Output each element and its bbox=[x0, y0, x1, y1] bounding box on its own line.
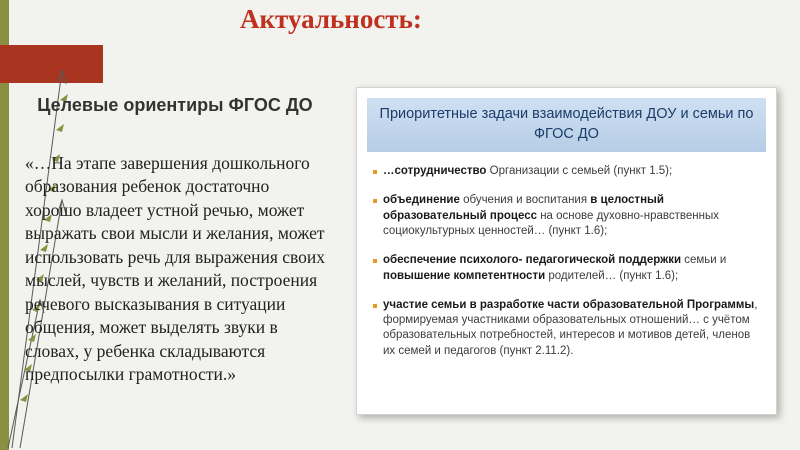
item-text: обучения и воспитания bbox=[459, 194, 591, 207]
item-text: родителей… (пункт 1.6); bbox=[545, 269, 679, 282]
bullet-icon bbox=[373, 259, 377, 263]
quote-text: «…На этапе завершения дошкольного образования ребенок достаточно хорошо владеет устной речью, может выражать свои мысли и желания, может использовать речь для выражения своих мыслей, чувств и желаний, построения речевого высказывания в ситуации общения, может выделять звуки в словах, у ребенка складываются предпосылки грамотности.» bbox=[25, 153, 326, 384]
priority-list bbox=[373, 164, 758, 359]
item-text: , формируемая участниками образовательных отношений… с учётом образовательных потребностей, интересов и мотивов детей, членов их семей и педагогов (пункт 2.11.2). bbox=[383, 298, 758, 357]
item-text: семьи и bbox=[681, 254, 727, 267]
item-bold: …сотрудничество bbox=[383, 165, 487, 178]
item-bold: в целостный образовательный процесс bbox=[383, 194, 664, 222]
subtitle: Целевые ориентиры ФГОС ДО bbox=[37, 95, 313, 115]
panel-header: Приоритетные задачи взаимодействия ДОУ и семьи по ФГОС ДО bbox=[367, 98, 766, 152]
bullet-icon bbox=[373, 304, 377, 308]
item-text: Организации с семьей (пункт 1.5); bbox=[486, 165, 673, 178]
bullet-icon bbox=[373, 199, 377, 203]
list-item bbox=[373, 253, 758, 284]
list-item bbox=[373, 298, 758, 359]
list-item bbox=[373, 164, 758, 179]
item-bold: обеспечение психолого- педагогической поддержки bbox=[383, 254, 682, 267]
item-bold: повышение компетентности bbox=[383, 269, 546, 282]
slide-title: Актуальность: bbox=[240, 4, 422, 34]
list-item bbox=[373, 193, 758, 239]
priority-tasks-panel bbox=[356, 87, 777, 415]
item-bold: объединение bbox=[383, 194, 460, 207]
item-bold: участие семьи в разработке части образовательной Программы bbox=[383, 298, 755, 311]
bullet-icon bbox=[373, 170, 377, 174]
item-text: на основе духовно-нравственных социокультурных ценностей… (пункт 1.6); bbox=[383, 209, 719, 237]
